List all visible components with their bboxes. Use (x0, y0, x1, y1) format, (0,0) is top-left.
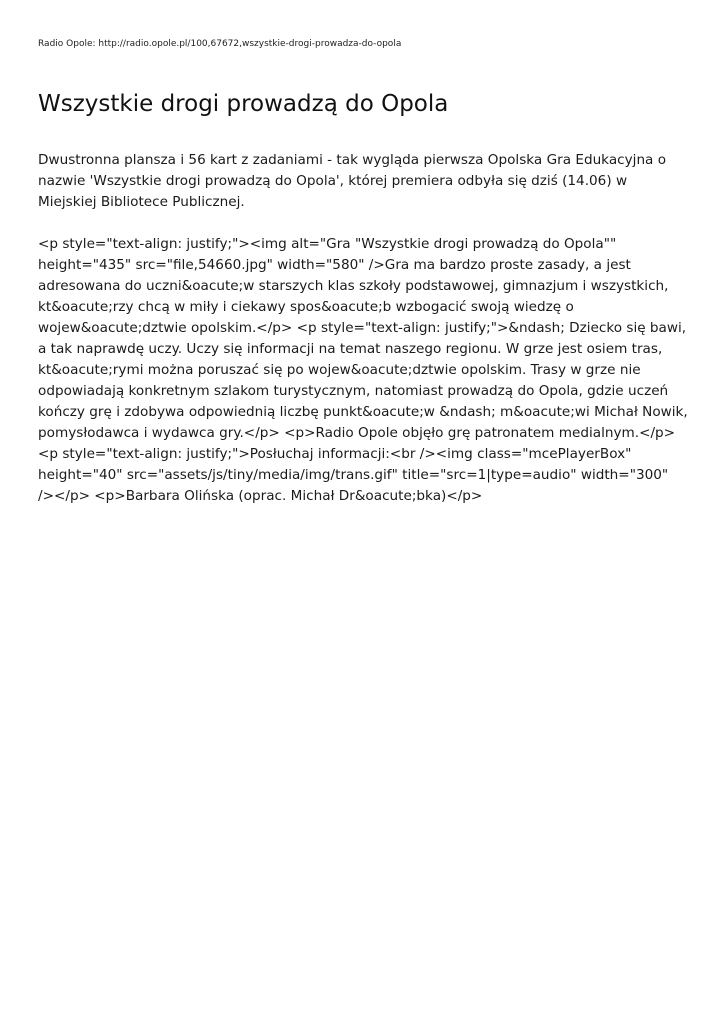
article-lead: Dwustronna plansza i 56 kart z zadaniami - tak wygląda pierwsza Opolska Gra Edukacyjna o nazwie 'Wszystkie drogi prowadzą do Opola', której premiera odbyła się dziś (14.06) w Miejskiej Bibliotece Publicznej. (38, 152, 667, 210)
article-title: Wszystkie drogi prowadzą do Opola (38, 91, 449, 117)
source-url-line: Radio Opole: http://radio.opole.pl/100,67672,wszystkie-drogi-prowadza-do-opola (38, 39, 402, 49)
article-body-raw-html: <p style="text-align: justify;"><img alt="Gra "Wszystkie drogi prowadzą do Opola"" height="435" src="file,54660.jpg" width="580" />Gra ma bardzo proste zasady, a jest adresowana do uczni&oacute;w starszych klas szkoły podstawowej, gimnazjum i wszystkich, kt&oacute;rzy chcą w miły i ciekawy spos&oacute;b wzbogacić swoją wiedzę o wojew&oacute;dztwie opolskim.</p> <p style="text-align: justify;">&ndash; Dziecko się bawi, a tak naprawdę uczy. Uczy się informacji na temat naszego regionu. W grze jest osiem tras, kt&oacute;rymi można poruszać się po wojew&oacute;dztwie opolskim. Trasy w grze nie odpowiadają konkretnym szlakom turystycznym, natomiast prowadzą do Opola, gdzie uczeń kończy grę i zdobywa odpowiednią liczbę punkt&oacute;w &ndash; m&oacute;wi Michał Nowik, pomysłodawca i wydawca gry.</p> <p>Radio Opole objęło grę patronatem medialnym.</p> <p style="text-align: justify;">Posłuchaj informacji:<br /><img class="mcePlayerBox" height="40" src="assets/js/tiny/media/img/trans.gif" title="src=1|type=audio" width="300" /></p> <p>Barbara Olińska (oprac. Michał Dr&oacute;bka)</p> (38, 236, 688, 504)
